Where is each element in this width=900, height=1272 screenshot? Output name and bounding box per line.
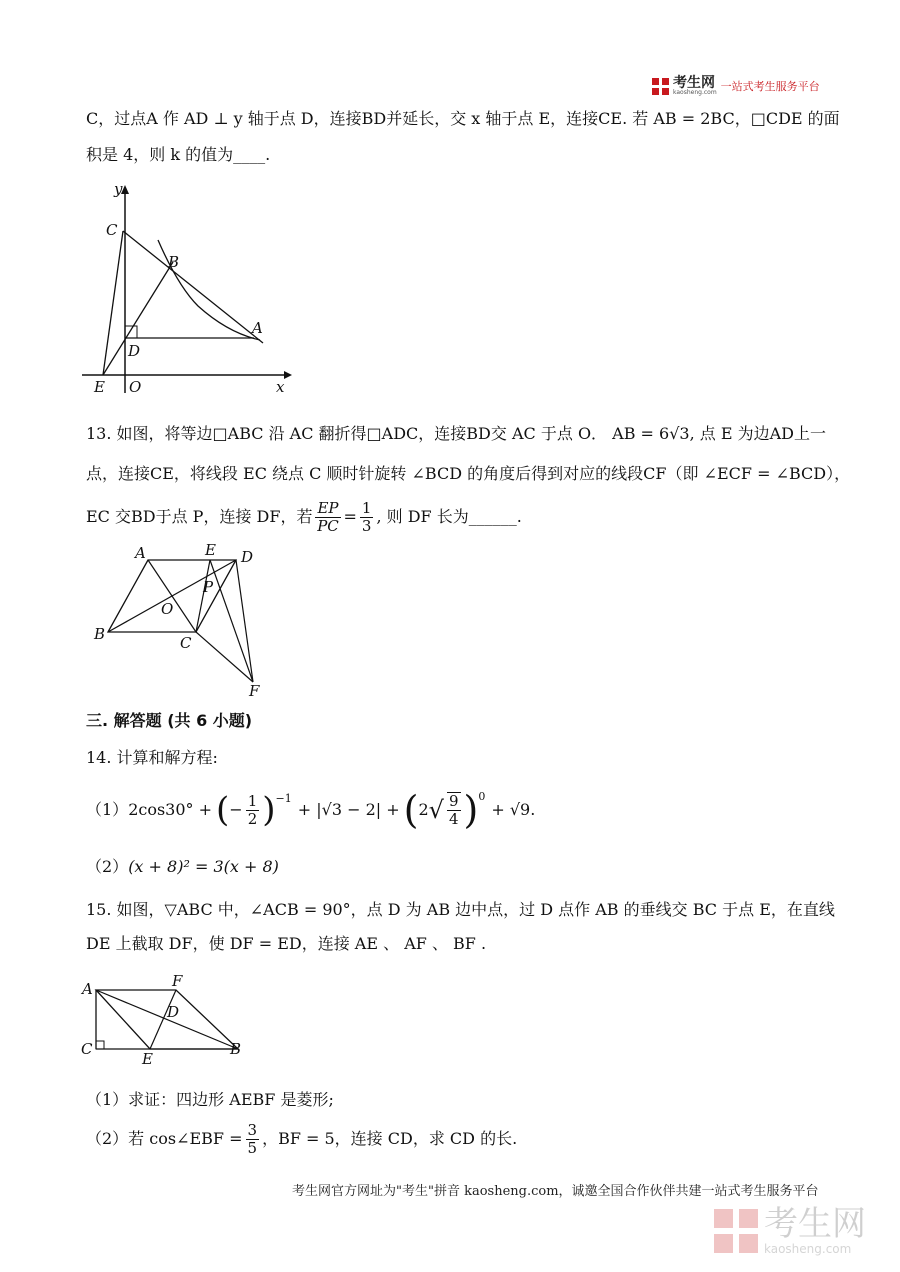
brand-tagline: 一站式考生服务平台: [720, 80, 820, 93]
x-axis-arrow: [284, 371, 292, 379]
line-CA: [123, 231, 263, 343]
q13-line-3-a: EC 交BD于点 P，连接 DF，若: [86, 507, 313, 526]
fig3-label-B: B: [230, 1040, 242, 1058]
footer-text: 考生网官方网址为"考生"拼音 kaosheng.com，诚邀全国合作伙伴共建一站式考生服务平台: [292, 1184, 819, 1199]
section-title: 三. 解答题 (共 6 小题): [86, 711, 253, 730]
fig2-label-A: A: [135, 544, 146, 562]
q13-ratio-fraction: [315, 500, 340, 535]
brand-sub: kaosheng.com: [673, 89, 717, 96]
fig1-label-O: O: [129, 378, 142, 396]
q14-p2-expr: (x + 8)² = 3(x + 8): [128, 857, 279, 876]
q14-p1-c: 2: [418, 800, 429, 819]
fig1-label-x: x: [276, 378, 285, 396]
fig3-label-F: F: [172, 972, 183, 990]
fig1-label-D: D: [128, 342, 141, 360]
q14-p2-label: （2）: [86, 857, 129, 876]
fig1-label-E: E: [94, 378, 105, 396]
q13-eq: =: [343, 507, 357, 526]
fig2-label-O: O: [161, 600, 174, 618]
q14-p1-b: + |√3 − 2| +: [297, 800, 400, 819]
figure-q12: [78, 178, 298, 400]
q14-nq-num: 9: [448, 792, 459, 810]
figure-q13: [88, 540, 278, 702]
q14-nine-quarters: [447, 792, 461, 828]
q15-cos-fraction: [246, 1122, 260, 1157]
q14-p1-a: 2cos30° +: [128, 800, 213, 819]
q14-exp2: 0: [478, 790, 486, 803]
q14-minus: −: [229, 800, 243, 819]
fig3-label-A: A: [82, 980, 93, 998]
q14-half-num: 1: [247, 791, 258, 810]
q14-paren2-open: (: [403, 788, 419, 832]
q13-line-1: 13. 如图，将等边□ABC 沿 AC 翻折得□ADC，连接BD交 AC 于点 O． AB = 6√3, 点 E 为边AD上一: [86, 424, 826, 443]
fig3-label-C: C: [81, 1040, 93, 1058]
brand-name: 考生网: [673, 75, 715, 91]
line-CE: [103, 231, 123, 375]
q15-p2-b: ，BF = 5，连接 CD，求 CD 的长.: [262, 1129, 518, 1148]
fig2-label-E: E: [205, 541, 216, 559]
watermark: [714, 1206, 866, 1256]
q14-half-den: 2: [247, 809, 258, 828]
figure-q15: [78, 972, 258, 1064]
q15-part-2: [86, 1118, 517, 1160]
q13-line-3: [86, 498, 522, 536]
line-BD: [108, 560, 236, 632]
fig2-label-C: C: [180, 634, 192, 652]
q12-line-1: C，过点A 作 AD ⊥ y 轴于点 D，连接BD并延长，交 x 轴于点 E，连接CE. 若 AB = 2BC，□CDE 的面: [86, 109, 840, 128]
fig1-label-A: A: [252, 319, 263, 337]
q13-frac2-num: 1: [361, 498, 372, 517]
right-angle-mark: [96, 1041, 104, 1049]
q14-paren-open: (: [216, 790, 230, 830]
watermark-logo-icon: [714, 1209, 758, 1253]
fig2-label-D: D: [241, 548, 254, 566]
q15-cos-den: 5: [247, 1138, 258, 1157]
q14-paren-close: ): [262, 790, 276, 830]
q14-p1-label: （1）: [86, 800, 129, 819]
q15-part-1: （1）求证：四边形 AEBF 是菱形;: [86, 1090, 334, 1109]
q13-frac2-den: 3: [361, 516, 372, 535]
line-DF: [236, 560, 253, 682]
q14-p1-d: + √9.: [491, 800, 536, 819]
fig1-label-B: B: [168, 253, 180, 271]
fig3-label-E: E: [142, 1050, 153, 1064]
q14-sqrt: √: [428, 796, 444, 824]
brand-logo: [652, 76, 820, 96]
fig2-label-P: P: [203, 578, 214, 596]
q12-line-2: 积是 4，则 k 的值为____.: [86, 145, 271, 164]
q14-part-1: [86, 786, 535, 834]
brand-text: [673, 76, 717, 96]
fig1-label-y: y: [114, 180, 123, 198]
watermark-text: [764, 1206, 866, 1256]
q15-cos-num: 3: [247, 1120, 258, 1139]
q13-frac-num: EP: [317, 498, 339, 517]
q14-part-2: [86, 856, 279, 878]
q13-line-3-b: , 则 DF 长为______.: [376, 507, 522, 526]
fig1-label-C: C: [106, 221, 118, 239]
fig3-label-D: D: [167, 1003, 180, 1021]
q15-line-2: DE 上截取 DF，使 DF = ED，连接 AE 、 AF 、 BF .: [86, 934, 487, 953]
q15-line-1: 15. 如图，▽ABC 中，∠ACB = 90°，点 D 为 AB 边中点，过 D 点作 AB 的垂线交 BC 于点 E，在直线: [86, 900, 835, 919]
fig2-label-B: B: [94, 625, 106, 643]
q13-value-fraction: [360, 500, 374, 535]
q14-paren2-close: ): [463, 788, 479, 832]
q14-half: [246, 793, 260, 828]
q14-nq-den: 4: [448, 810, 459, 828]
q14-stem: 14. 计算和解方程:: [86, 748, 218, 767]
q13-frac-den: PC: [317, 516, 339, 535]
q14-exp1: −1: [275, 792, 292, 805]
fig2-label-F: F: [249, 682, 260, 700]
brand-logo-icon: [652, 78, 669, 95]
watermark-sub: kaosheng.com: [764, 1242, 852, 1256]
q13-line-2: 点，连接CE，将线段 EC 绕点 C 顺时针旋转 ∠BCD 的角度后得到对应的线段CF（即 ∠ECF = ∠BCD），: [86, 464, 851, 483]
watermark-name: 考生网: [764, 1204, 866, 1244]
line-EC: [196, 560, 210, 632]
q15-p2-a: （2）若 cos∠EBF =: [86, 1129, 243, 1148]
